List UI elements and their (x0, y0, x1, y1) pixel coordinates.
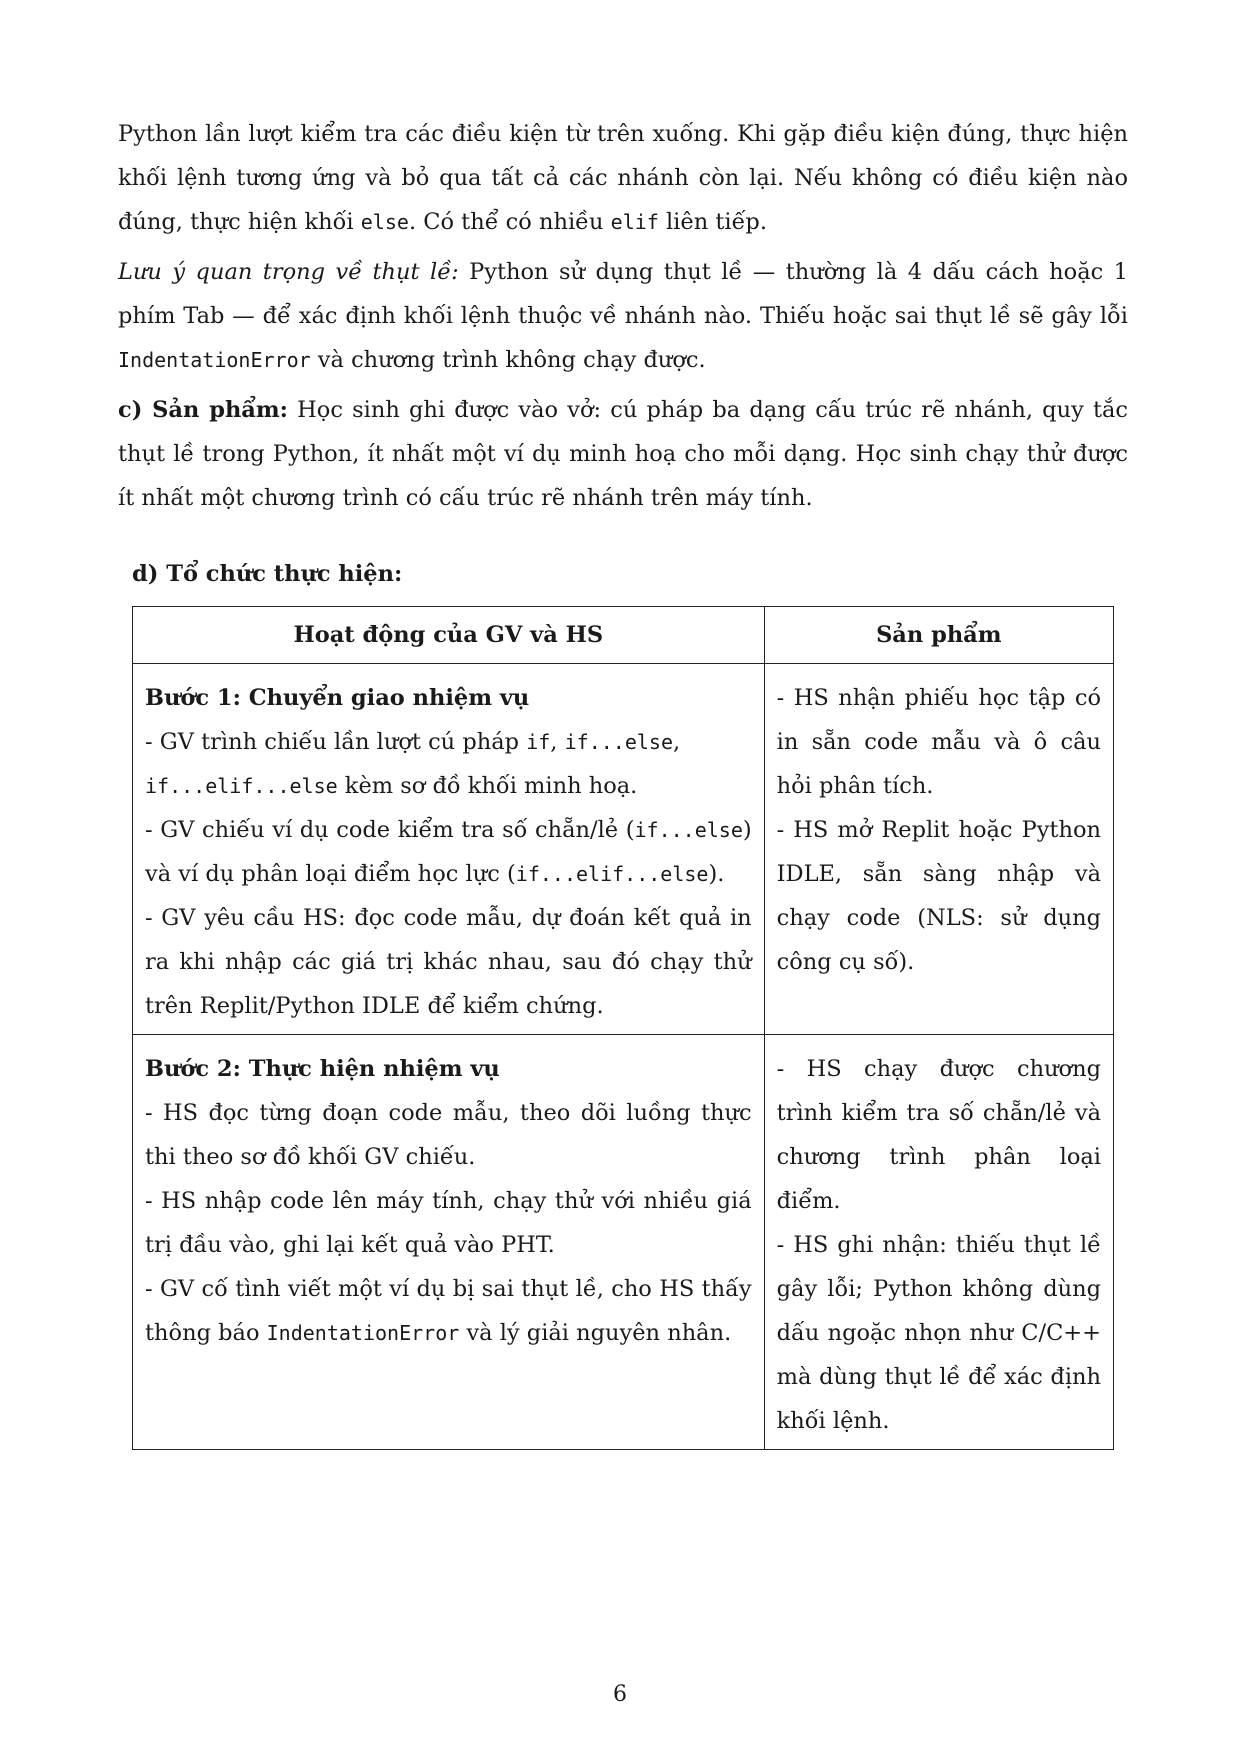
product-cell (764, 1035, 1113, 1450)
product-line: - HS mở Replit hoặc Python IDLE, sẵn sàng nhập và chạy code (NLS: sử dụng công cụ số). (776, 817, 1101, 975)
activity-cell (133, 1035, 765, 1450)
table-row (133, 664, 1114, 1035)
step-title: Bước 1: Chuyển giao nhiệm vụ (145, 685, 530, 711)
text: và lý giải nguyên nhân. (459, 1320, 732, 1346)
activity-line: - GV yêu cầu HS: đọc code mẫu, dự đoán kết quả in ra khi nhập các giá trị khác nhau, sau đó chạy thử trên Replit/Python IDLE để kiểm chứng. (145, 905, 752, 1019)
page-number: 6 (613, 1682, 627, 1707)
code-inline: IndentationError (118, 348, 311, 372)
activity-line (145, 1267, 752, 1355)
text: , (550, 729, 565, 755)
activity-line (145, 720, 752, 808)
product-cell (764, 664, 1113, 1035)
text: - GV chiếu ví dụ code kiểm tra số chẵn/lẻ ( (145, 817, 635, 843)
section-label: c) Sản phẩm: (118, 397, 288, 423)
paragraph-indentation-note (118, 250, 1128, 382)
code-inline: if...else (634, 818, 743, 842)
text: Học sinh ghi được vào vở: cú pháp ba dạng cấu trúc rẽ nhánh, quy tắc thụt lề trong Python, ít nhất một ví dụ minh hoạ cho mỗi dạng. Học sinh chạy thử được ít nhất một chương trình có cấu trúc rẽ nhánh trên máy tính. (118, 397, 1129, 511)
activity-line: - HS đọc từng đoạn code mẫu, theo dõi luồng thực thi theo sơ đồ khối GV chiếu. (145, 1100, 752, 1170)
section-heading-d: d) Tổ chức thực hiện: (132, 561, 403, 587)
activity-table (132, 606, 1114, 1450)
table-row (133, 1035, 1114, 1450)
product-line: - HS nhận phiếu học tập có in sẵn code mẫu và ô câu hỏi phân tích. (776, 685, 1101, 799)
text: kèm sơ đồ khối minh hoạ. (337, 773, 638, 799)
text: - GV trình chiếu lần lượt cú pháp (145, 729, 527, 755)
product-line: - HS ghi nhận: thiếu thụt lề gây lỗi; Python không dùng dấu ngoặc nhọn như C/C++ mà dùng thụt lề để xác định khối lệnh. (776, 1232, 1101, 1434)
text: . Có thể có nhiều (408, 209, 611, 235)
activity-line: - HS nhập code lên máy tính, chạy thử với nhiều giá trị đầu vào, ghi lại kết quả vào PHT. (145, 1188, 752, 1258)
paragraph-condition-flow (118, 112, 1128, 244)
code-inline: else (360, 210, 409, 234)
text: Python sử dụng thụt lề — thường là 4 dấu cách hoặc 1 phím Tab — để xác định khối lệnh thuộc về nhánh nào. Thiếu hoặc sai thụt lề sẽ gây lỗi (118, 259, 1128, 329)
text: - GV cố tình viết một ví dụ bị sai thụt lề, cho HS thấy thông báo (145, 1276, 752, 1346)
note-label: Lưu ý quan trọng về thụt lề: (118, 259, 459, 285)
table-header-row (133, 607, 1114, 664)
column-header-activity: Hoạt động của GV và HS (133, 607, 765, 664)
activity-cell (133, 664, 765, 1035)
step-title: Bước 2: Thực hiện nhiệm vụ (145, 1056, 500, 1082)
text: ). (708, 861, 725, 887)
text: liên tiếp. (658, 209, 767, 235)
column-header-product: Sản phẩm (764, 607, 1113, 664)
code-inline: if...elif...else (515, 862, 709, 886)
text: và chương trình không chạy được. (310, 347, 706, 373)
code-inline: IndentationError (266, 1321, 460, 1345)
text: ) và ví dụ phân loại điểm học lực ( (145, 817, 752, 887)
code-inline: elif (610, 210, 659, 234)
text: , (672, 729, 681, 755)
code-inline: if...elif...else (145, 774, 338, 798)
paragraph-product (118, 388, 1128, 520)
activity-line (145, 808, 752, 896)
code-inline: if...else (564, 730, 673, 754)
text: Python lần lượt kiểm tra các điều kiện từ trên xuống. Khi gặp điều kiện đúng, thực hiện khối lệnh tương ứng và bỏ qua tất cả các nhánh còn lại. Nếu không có điều kiện nào đúng, thực hiện khối (118, 121, 1128, 235)
code-inline: if (526, 730, 551, 754)
product-line: - HS chạy được chương trình kiểm tra số chẵn/lẻ và chương trình phân loại điểm. (776, 1056, 1101, 1214)
document-body (118, 112, 1128, 1450)
